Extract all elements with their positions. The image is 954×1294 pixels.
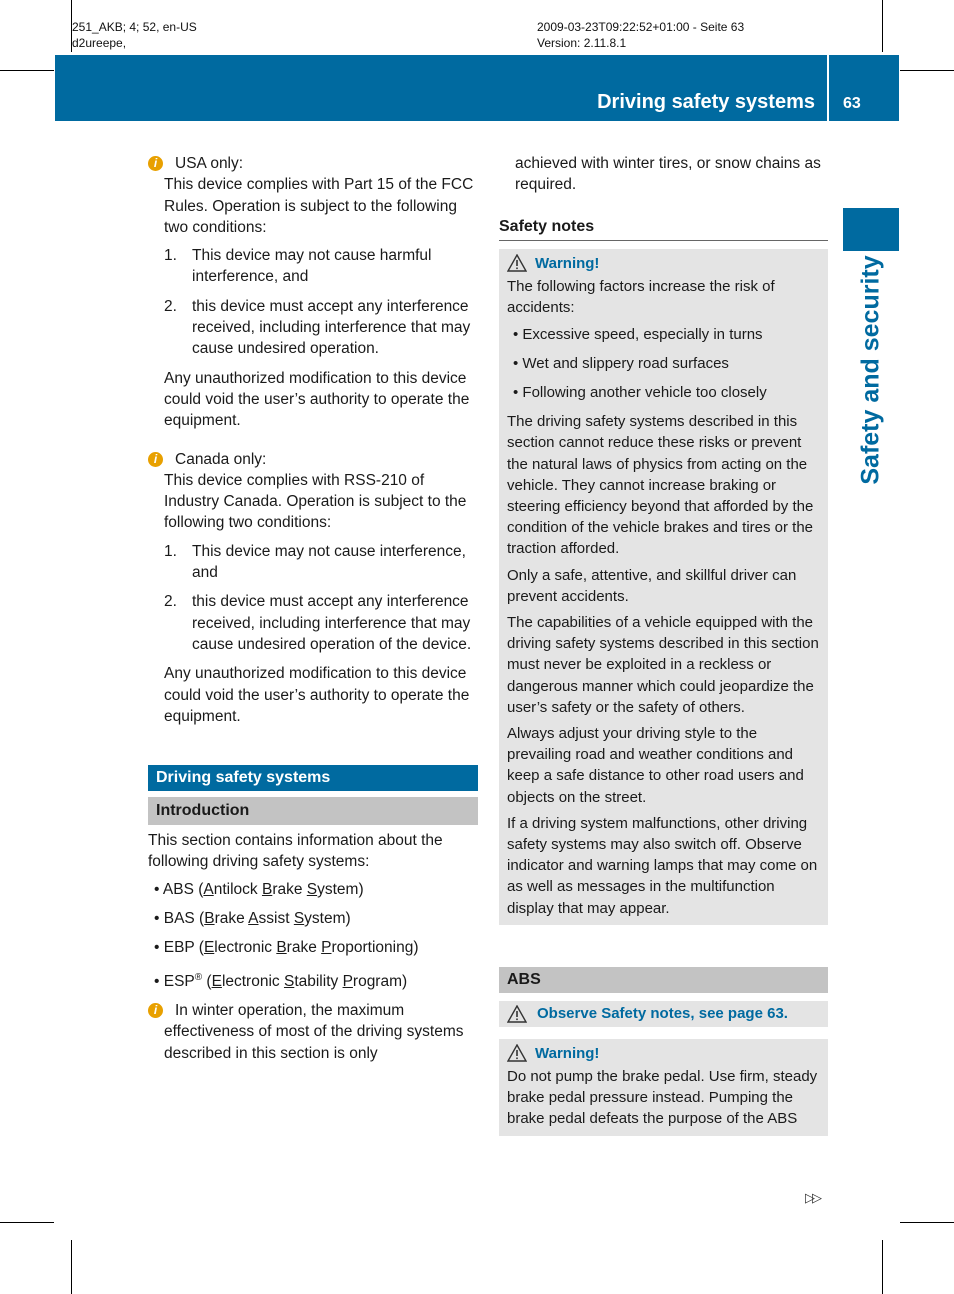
info-note-usa <box>148 153 478 432</box>
continue-arrows-icon: ▷▷ <box>805 1190 819 1205</box>
info-icon: i <box>148 452 163 467</box>
observe-text: Observe Safety notes, see page 63. <box>537 1005 788 1023</box>
crop-mark <box>71 1240 72 1294</box>
intro-text: This section contains information about the following driving safety systems: <box>148 832 443 871</box>
warning-triangle-icon <box>507 1044 527 1062</box>
crop-mark <box>900 1222 954 1223</box>
abs-section-title: ABS <box>499 967 828 993</box>
crop-mark <box>882 1240 883 1294</box>
print-meta-left <box>72 19 197 51</box>
section-title: Driving safety systems <box>148 765 478 791</box>
meta-line: 2009-03-23T09:22:52+01:00 - Seite 63 <box>537 20 745 34</box>
warning-triangle-icon <box>507 1005 527 1023</box>
note-title: Canada only: <box>175 450 267 468</box>
note-text: This device complies with RSS-210 of Industry Canada. Operation is subject to the following two conditions: <box>164 471 467 532</box>
header-title: Driving safety systems <box>597 91 815 113</box>
warning-title: Warning! <box>507 253 820 274</box>
print-meta-right <box>537 19 744 51</box>
side-tab-marker <box>843 208 899 251</box>
numbered-list <box>164 245 478 359</box>
note-text: This device complies with Part 15 of the FCC Rules. Operation is subject to the following two conditions: <box>164 176 474 236</box>
page-header <box>55 55 899 121</box>
list-item: 1. This device may not cause interference, and <box>164 542 466 582</box>
warning-text: Only a safe, attentive, and skillful driver can prevent accidents. <box>507 566 797 605</box>
systems-list <box>148 879 478 992</box>
warning-box <box>499 1039 828 1136</box>
list-item: 1. This device may not cause harmful interference, and <box>164 247 432 286</box>
list-item: 2. this device must accept any interference received, including interference that may cause undesired operation of the device. <box>164 593 472 653</box>
note-text: Any unauthorized modification to this device could void the user’s authority to operate the equipment. <box>164 665 470 725</box>
right-column <box>499 153 828 1136</box>
list-item: • ESP® (Electronic Stability Program) <box>154 971 408 990</box>
safety-notes-heading: Safety notes <box>499 216 828 241</box>
list-item: • Excessive speed, especially in turns <box>513 325 763 343</box>
subsection-title: Introduction <box>148 797 478 825</box>
crop-mark <box>882 0 883 52</box>
list-item: • Wet and slippery road surfaces <box>513 354 729 372</box>
note-text: In winter operation, the maximum effectiveness of most of the driving systems described in this section is only <box>164 1002 464 1062</box>
observe-safety-link[interactable] <box>499 1001 828 1027</box>
info-note-winter <box>148 1000 478 1064</box>
warning-text: If a driving system malfunctions, other driving safety systems may also switch off. Observe indicator and warning lamps that may come on as well as messages in the multifunction display that may appear. <box>507 814 818 917</box>
warning-triangle-icon <box>507 254 527 272</box>
info-icon: i <box>148 156 163 171</box>
warning-box <box>499 249 828 925</box>
meta-line: Version: 2.11.8.1 <box>537 36 627 50</box>
side-chapter-label: Safety and security <box>856 255 885 485</box>
left-column <box>148 153 478 1064</box>
warning-text: Do not pump the brake pedal. Use firm, steady brake pedal pressure instead. Pumping the brake pedal defeats the purpose of the ABS <box>507 1067 818 1128</box>
warning-text: The following factors increase the risk of accidents: <box>507 278 775 317</box>
list-item: 2. this device must accept any interference received, including interference that may cause undesired operation. <box>164 297 471 358</box>
list-item: • EBP (Electronic Brake Proportioning) <box>154 939 419 957</box>
warning-title: Warning! <box>507 1043 820 1064</box>
note-title: USA only: <box>175 155 244 172</box>
note-text-continued: achieved with winter tires, or snow chains as required. <box>515 155 821 194</box>
crop-mark <box>0 70 54 71</box>
list-item: • BAS (Brake Assist System) <box>154 910 351 928</box>
info-note-canada <box>148 449 478 728</box>
crop-mark <box>900 70 954 71</box>
meta-line: 251_AKB; 4; 52, en-US <box>72 20 197 34</box>
numbered-list <box>164 541 478 655</box>
header-divider <box>827 55 829 121</box>
list-item: • ABS (Antilock Brake System) <box>154 880 364 898</box>
note-text: Any unauthorized modification to this device could void the user’s authority to operate the equipment. <box>164 369 470 430</box>
list-item: • Following another vehicle too closely <box>513 383 767 401</box>
meta-line: d2ureepe, <box>72 36 127 50</box>
info-icon: i <box>148 1003 163 1018</box>
warning-text: The capabilities of a vehicle equipped with the driving safety systems described in this section must never be exploited in a reckless or dangerous manner which could jeopardize the user’s safety or the safety of others. <box>507 613 819 716</box>
warning-text: The driving safety systems described in this section cannot reduce these risks or prevent the natural laws of physics from acting on the vehicle. They cannot increase braking or steering efficiency beyond that afforded by the condition of the vehicle brakes and tires or the traction afforded. <box>507 413 814 558</box>
page-number: 63 <box>843 95 861 112</box>
warning-text: Always adjust your driving style to the prevailing road and weather conditions and keep a safe distance to other road users and objects on the street. <box>507 724 804 806</box>
crop-mark <box>0 1222 54 1223</box>
